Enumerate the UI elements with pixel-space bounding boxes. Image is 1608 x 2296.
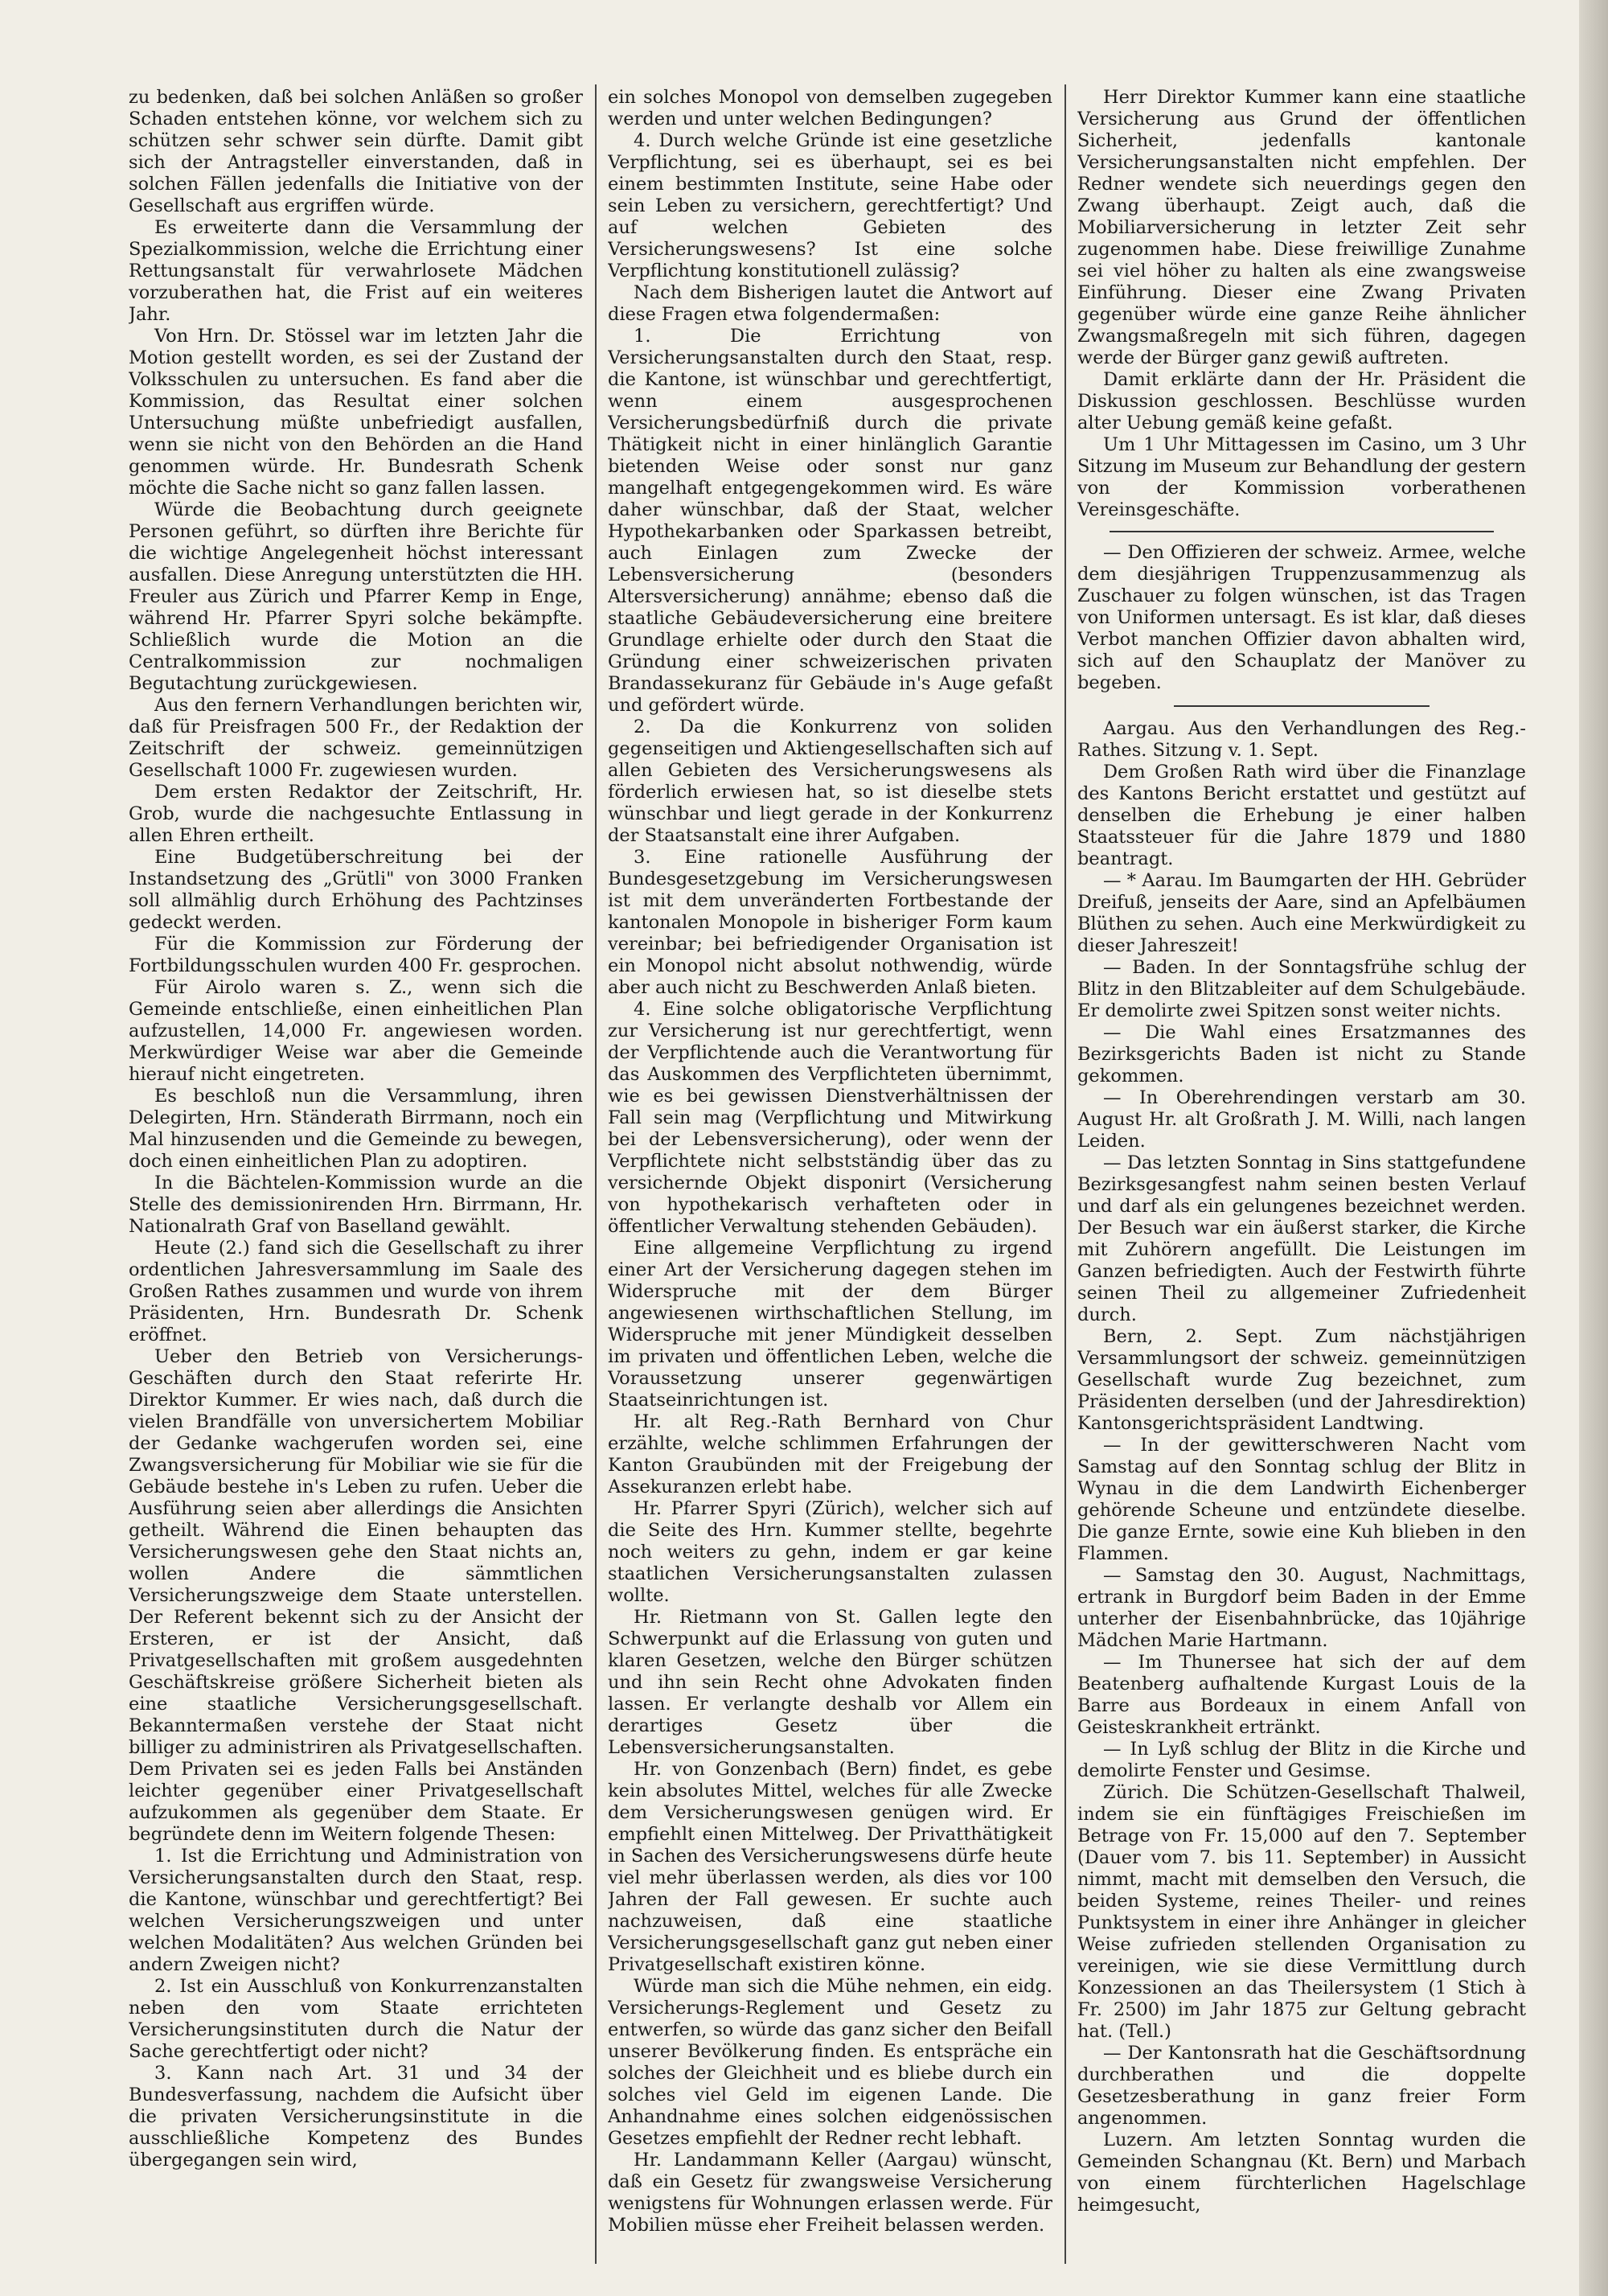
paragraph: Eine Budgetüberschreitung bei der Instandsetzung des „Grütli" von 3000 Franken soll allmählig durch Erhöhung des Pachtzinses gedeckt werden. — [129, 847, 583, 933]
paragraph: — In Lyß schlug der Blitz in die Kirche und demolirte Fenster und Gesimse. — [1077, 1739, 1526, 1781]
paragraph: — Der Kantonsrath hat die Geschäftsordnung durchberathen und die doppelte Gesetzesberathung in ganz freier Form angenommen. — [1077, 2043, 1526, 2129]
paragraph: — Baden. In der Sonntagsfrühe schlug der Blitz in den Blitzableiter auf dem Schulgebäude. Er demolirte zwei Spitzen sonst weiter nichts. — [1077, 957, 1526, 1021]
paragraph: Von Hrn. Dr. Stössel war im letzten Jahr die Motion gestellt worden, es sei der Zustand der Volksschulen zu untersuchen. Es fand aber die Kommission, das Resultat einer solchen Untersuchung müßte unbefriedigt ausfallen, wenn sie nicht von den Behörden an die Hand genommen würde. Hr. Bundesrath Schenk möchte die Sache nicht so ganz fallen lassen. — [129, 326, 583, 499]
section-divider — [1174, 705, 1430, 707]
column-3 — [1077, 87, 1526, 2250]
paragraph: 4. Durch welche Gründe ist eine gesetzliche Verpflichtung, sei es überhaupt, sei es bei einem bestimmten Institute, seine Habe oder sein Leben zu versichern, gerechtfertigt? Und auf welchen Gebieten des Versicherungswesens? Ist eine solche Verpflichtung konstitutionell zulässig? — [608, 130, 1052, 281]
paragraph: Luzern. Am letzten Sonntag wurden die Gemeinden Schangnau (Kt. Bern) und Marbach von einem fürchterlichen Hagelschlage heimgesucht, — [1077, 2130, 1526, 2216]
column-rule-1 — [595, 84, 597, 2264]
paragraph: Hr. Rietmann von St. Gallen legte den Schwerpunkt auf die Erlassung von guten und klaren Gesetzen, welche den Bürger schützen und ihn sein Recht ohne Advokaten finden lassen. Er verlangte deshalb vor Allem ein derartiges Gesetz über die Lebensversicherungsanstalten. — [608, 1607, 1052, 1758]
paragraph: ein solches Monopol von demselben zugegeben werden und unter welchen Bedingungen? — [608, 87, 1052, 129]
paragraph: — Samstag den 30. August, Nachmittags, ertrank in Burgdorf beim Baden in der Emme unterher der Eisenbahnbrücke, das 10jährige Mädchen Marie Hartmann. — [1077, 1565, 1526, 1651]
paragraph: Hr. von Gonzenbach (Bern) findet, es gebe kein absolutes Mittel, welches für alle Zwecke dem Versicherungswesen genügen wird. Er empfiehlt einen Mittelweg. Der Privatthätigkeit in Sachen des Versicherungswesens dürfe heute viel mehr überlassen werden, als dies vor 100 Jahren der Fall gewesen. Er suchte auch nachzuweisen, daß eine staatliche Versicherungsgesellschaft ganz gut neben einer Privatgesellschaft existiren könne. — [608, 1759, 1052, 1975]
paragraph: 1. Die Errichtung von Versicherungsanstalten durch den Staat, resp. die Kantone, ist wünschbar und gerechtfertigt, wenn einem ausgesprochenen Versicherungsbedürfniß durch die private Thätigkeit nicht in einer hinlänglich Garantie bietenden Weise oder sonst nur ganz mangelhaft entgegengekommen wird. Es wäre daher wünschbar, daß der Staat, welcher Hypothekarbanken oder Sparkassen betreibt, auch Einlagen zum Zwecke der Lebensversicherung (besonders Altersversicherung) annähme; ebenso daß die staatliche Gebäudeversicherung eine breitere Grundlage erhielte oder durch den Staat die Gründung einer schweizerischen privaten Brandassekuranz für Gebäude in's Auge gefaßt und gefördert würde. — [608, 326, 1052, 716]
paragraph: Es erweiterte dann die Versammlung der Spezialkommission, welche die Errichtung einer Rettungsanstalt für verwahrlosete Mädchen vorzuberathen hat, die Frist auf ein weiteres Jahr. — [129, 217, 583, 325]
paragraph: 3. Kann nach Art. 31 und 34 der Bundesverfassung, nachdem die Aufsicht über die privaten Versicherungsinstitute in die ausschließliche Kompetenz des Bundes übergegangen sein wird, — [129, 2063, 583, 2171]
paragraph: Aargau. Aus den Verhandlungen des Reg.-Rathes. Sitzung v. 1. Sept. — [1077, 718, 1526, 761]
paragraph: Es beschloß nun die Versammlung, ihren Delegirten, Hrn. Ständerath Birrmann, noch ein Mal hinzusenden und die Gemeinde zu bewegen, doch einen einheitlichen Plan zu adoptiren. — [129, 1086, 583, 1172]
paragraph: — In der gewitterschweren Nacht vom Samstag auf den Sonntag schlug der Blitz in Wynau in die dem Landwirth Eichenberger gehörende Scheune und entzündete dieselbe. Die ganze Ernte, sowie eine Kuh blieben in den Flammen. — [1077, 1435, 1526, 1564]
paragraph: Hr. Pfarrer Spyri (Zürich), welcher sich auf die Seite des Hrn. Kummer stellte, begehrte noch weiters zu gehn, indem er gar keine staatlichen Versicherungsanstalten zulassen wollte. — [608, 1498, 1052, 1606]
paragraph: Zürich. Die Schützen-Gesellschaft Thalweil, indem sie ein fünftägiges Freischießen im Betrage von Fr. 15,000 auf den 7. September (Dauer vom 7. bis 11. September) in Aussicht nimmt, macht mit demselben den Versuch, die beiden Systeme, reines Theiler- und reines Punktsystem in einer ihre Anhänger in gleicher Weise zufrieden stellenden Organisation zu vereinigen, wie sie diese Vermittlung durch Konzessionen an das Theilersystem (1 Stich à Fr. 2500) im Jahr 1875 zur Geltung gebracht hat. (Tell.) — [1077, 1782, 1526, 2042]
paragraph: zu bedenken, daß bei solchen Anläßen so großer Schaden entstehen könne, vor welchem sich zu schützen sehr schwer sein dürfte. Damit gibt sich der Antragsteller einverstanden, daß in solchen Fällen jedenfalls die Initiative von der Gesellschaft aus ergriffen würde. — [129, 87, 583, 216]
paragraph: Um 1 Uhr Mittagessen im Casino, um 3 Uhr Sitzung im Museum zur Behandlung der gestern von der Kommission vorberathenen Vereinsgeschäfte. — [1077, 434, 1526, 520]
paragraph: Herr Direktor Kummer kann eine staatliche Versicherung aus Grund der öffentlichen Sicherheit, jedenfalls kantonale Versicherungsanstalten nicht empfehlen. Der Redner wendete sich neuerdings gegen den Zwang überhaupt. Zeigt auch, daß die Mobiliarversicherung in letzter Zeit sehr zugenommen habe. Diese freiwillige Zunahme sei viel höher zu halten als eine zwangsweise Einführung. Dieser eine Zwang Privaten gegenüber würde eine ganze Reihe ähnlicher Zwangsmaßregeln mit sich führen, dagegen werde der Bürger ganz gewiß auftreten. — [1077, 87, 1526, 368]
paragraph: In die Bächtelen-Kommission wurde an die Stelle des demissionirenden Hrn. Birrmann, Hr. Nationalrath Graf von Baselland gewählt. — [129, 1173, 583, 1237]
column-1 — [129, 87, 583, 2250]
paragraph: Würde die Beobachtung durch geeignete Personen geführt, so dürften ihre Berichte für die wichtige Angelegenheit höchst interessant ausfallen. Diese Anregung unterstützten die HH. Freuler aus Zürich und Pfarrer Kemp in Enge, während Hr. Pfarrer Spyri solche bekämpfte. Schließlich wurde die Motion an die Centralkommission zur nochmaligen Begutachtung zurückgewiesen. — [129, 499, 583, 694]
column-2 — [608, 87, 1052, 2250]
paragraph: Damit erklärte dann der Hr. Präsident die Diskussion geschlossen. Beschlüsse wurden alter Uebung gemäß keine gefaßt. — [1077, 369, 1526, 433]
paragraph: Bern, 2. Sept. Zum nächstjährigen Versammlungsort der schweiz. gemeinnützigen Gesellschaft wurde Zug bezeichnet, zum Präsidenten derselben (und der Jahresdirektion) Kantonsgerichtspräsident Landtwing. — [1077, 1326, 1526, 1434]
paragraph: 3. Eine rationelle Ausführung der Bundesgesetzgebung im Versicherungswesen ist mit dem unveränderten Fortbestande der kantonalen Monopole in bisheriger Form kaum vereinbar; bei befriedigender Organisation ist ein Monopol nicht absolut nothwendig, würde aber auch nicht zu Beschwerden Anlaß bieten. — [608, 847, 1052, 998]
paragraph: — Das letzten Sonntag in Sins stattgefundene Bezirksgesangfest nahm seinen besten Verlauf und darf als ein gelungenes bezeichnet werden. Der Besuch war ein äußerst starker, die Kirche mit Zuhörern angefüllt. Die Leistungen im Ganzen befriedigten. Auch der Festwirth führte seinen Theil zu allgemeiner Zufriedenheit durch. — [1077, 1152, 1526, 1325]
column-rule-2 — [1064, 84, 1066, 2264]
paragraph: 2. Da die Konkurrenz von soliden gegenseitigen und Aktiengesellschaften sich auf allen Gebieten des Versicherungswesens als förderlich erwiesen hat, so ist dieselbe stets wünschbar und liegt gerade in der Konkurrenz der Staatsanstalt eine ihrer Aufgaben. — [608, 717, 1052, 846]
paragraph: — Die Wahl eines Ersatzmannes des Bezirksgerichts Baden ist nicht zu Stande gekommen. — [1077, 1022, 1526, 1086]
paragraph: Aus den fernern Verhandlungen berichten wir, daß für Preisfragen 500 Fr., der Redaktion der Zeitschrift der schweiz. gemeinnützigen Gesellschaft 1000 Fr. zugewiesen wurden. — [129, 695, 583, 781]
paragraph: Dem ersten Redaktor der Zeitschrift, Hr. Grob, wurde die nachgesuchte Entlassung in allen Ehren ertheilt. — [129, 782, 583, 846]
paragraph: Heute (2.) fand sich die Gesellschaft zu ihrer ordentlichen Jahresversammlung im Saale des Großen Rathes zusammen und wurde von ihrem Präsidenten, Hrn. Bundesrath Dr. Schenk eröffnet. — [129, 1238, 583, 1345]
paragraph: Hr. alt Reg.-Rath Bernhard von Chur erzählte, welche schlimmen Erfahrungen der Kanton Graubünden mit der Freigebung der Assekuranzen erlebt habe. — [608, 1411, 1052, 1497]
paragraph: — In Oberehrendingen verstarb am 30. August Hr. alt Großrath J. M. Willi, nach langen Leiden. — [1077, 1087, 1526, 1152]
paragraph: Für Airolo waren s. Z., wenn sich die Gemeinde entschließe, einen einheitlichen Plan aufzustellen, 14,000 Fr. angewiesen worden. Merkwürdiger Weise war aber die Gemeinde hierauf nicht eingetreten. — [129, 977, 583, 1085]
paragraph: 1. Ist die Errichtung und Administration von Versicherungsanstalten durch den Staat, resp. die Kantone, wünschbar und gerechtfertigt? Bei welchen Versicherungszweigen und unter welchen Modalitäten? Aus welchen Gründen bei andern Zweigen nicht? — [129, 1846, 583, 1975]
paragraph: Ueber den Betrieb von Versicherungs-Geschäften durch den Staat referirte Hr. Direktor Kummer. Er wies nach, daß durch die vielen Brandfälle von unversichertem Mobiliar der Gedanke wachgerufen worden sei, eine Zwangsversicherung für Mobiliar wie sie für die Gebäude bestehe in's Leben zu rufen. Ueber die Ausführung seien aber allerdings die Ansichten getheilt. Während die Einen behaupten das Versicherungswesen gehe den Staat nichts an, wollen Andere die sämmtlichen Versicherungszweige dem Staate unterstellen. Der Referent bekennt sich zu der Ansicht der Ersteren, er ist der Ansicht, daß Privatgesellschaften mit großem ausgedehnten Geschäftskreise größere Sicherheit bieten als eine staatliche Versicherungsgesellschaft. Bekanntermaßen verstehe der Staat nicht billiger zu administriren als Privatgesellschaften. Dem Privaten sei es jeden Falls bei Anständen leichter gegenüber einer Privatgesellschaft aufzukommen als gegenüber dem Staate. Er begründete denn im Weitern folgende Thesen: — [129, 1346, 583, 1845]
paragraph: Nach dem Bisherigen lautet die Antwort auf diese Fragen etwa folgendermaßen: — [608, 282, 1052, 325]
paragraph: Dem Großen Rath wird über die Finanzlage des Kantons Bericht erstattet und gestützt auf denselben die Erhebung je einer halben Staatssteuer für die Jahre 1879 und 1880 beantragt. — [1077, 762, 1526, 869]
paragraph: Hr. Landammann Keller (Aargau) wünscht, daß ein Gesetz für zwangsweise Versicherung wenigstens für Wohnungen erlassen werde. Für Mobilien müsse eher Freiheit belassen werden. — [608, 2150, 1052, 2236]
paragraph: Würde man sich die Mühe nehmen, ein eidg. Versicherungs-Reglement und Gesetz zu entwerfen, so würde das ganz sicher den Beifall unserer Bevölkerung finden. Es entspräche ein solches der Gleichheit und es bliebe durch ein solches viel Geld im eigenen Lande. Die Anhandnahme eines solchen eidgenössischen Gesetzes empfiehlt der Redner recht lebhaft. — [608, 1976, 1052, 2149]
paragraph: Eine allgemeine Verpflichtung zu irgend einer Art der Versicherung dagegen stehen im Widerspruche mit der dem Bürger angewiesenen wirthschaftlichen Stellung, im Widerspruche mit jener Mündigkeit desselben im privaten und öffentlichen Leben, welche die Voraussetzung unserer gegenwärtigen Staatseinrichtungen ist. — [608, 1238, 1052, 1411]
paragraph: — Im Thunersee hat sich der auf dem Beatenberg aufhaltende Kurgast Louis de la Barre aus Bordeaux in einem Anfall von Geisteskrankheit ertränkt. — [1077, 1652, 1526, 1738]
section-divider — [1110, 531, 1494, 532]
paragraph: — Den Offizieren der schweiz. Armee, welche dem diesjährigen Truppenzusammenzug als Zuschauer zu folgen wünschen, ist das Tragen von Uniformen untersagt. Es ist klar, daß dieses Verbot manchen Offizier davon abhalten wird, sich auf den Schauplatz der Manöver zu begeben. — [1077, 542, 1526, 693]
paragraph: 4. Eine solche obligatorische Verpflichtung zur Versicherung ist nur gerechtfertigt, wenn der Verpflichtende auch die Verantwortung für das Auskommen des Verpflichteten übernimmt, wie es bei gewissen Dienstverhältnissen der Fall sein mag (Verpflichtung und Mitwirkung bei der Lebensversicherung), oder wenn der Verpflichtete nicht selbstständig über das zu versichernde Objekt disponirt (Versicherung von hypothekarisch verhafteten oder in öffentlicher Verwaltung stehenden Gebäuden). — [608, 999, 1052, 1237]
paragraph: — * Aarau. Im Baumgarten der HH. Gebrüder Dreifuß, jenseits der Aare, sind an Apfelbäumen Blüthen zu sehen. Auch eine Merkwürdigkeit zu dieser Jahreszeit! — [1077, 870, 1526, 956]
page-edge — [1579, 0, 1608, 2296]
paragraph: 2. Ist ein Ausschluß von Konkurrenzanstalten neben den vom Staate errichteten Versicherungsinstituten durch die Natur der Sache gerechtfertigt oder nicht? — [129, 1976, 583, 2062]
paragraph: Für die Kommission zur Förderung der Fortbildungsschulen wurden 400 Fr. gesprochen. — [129, 934, 583, 976]
